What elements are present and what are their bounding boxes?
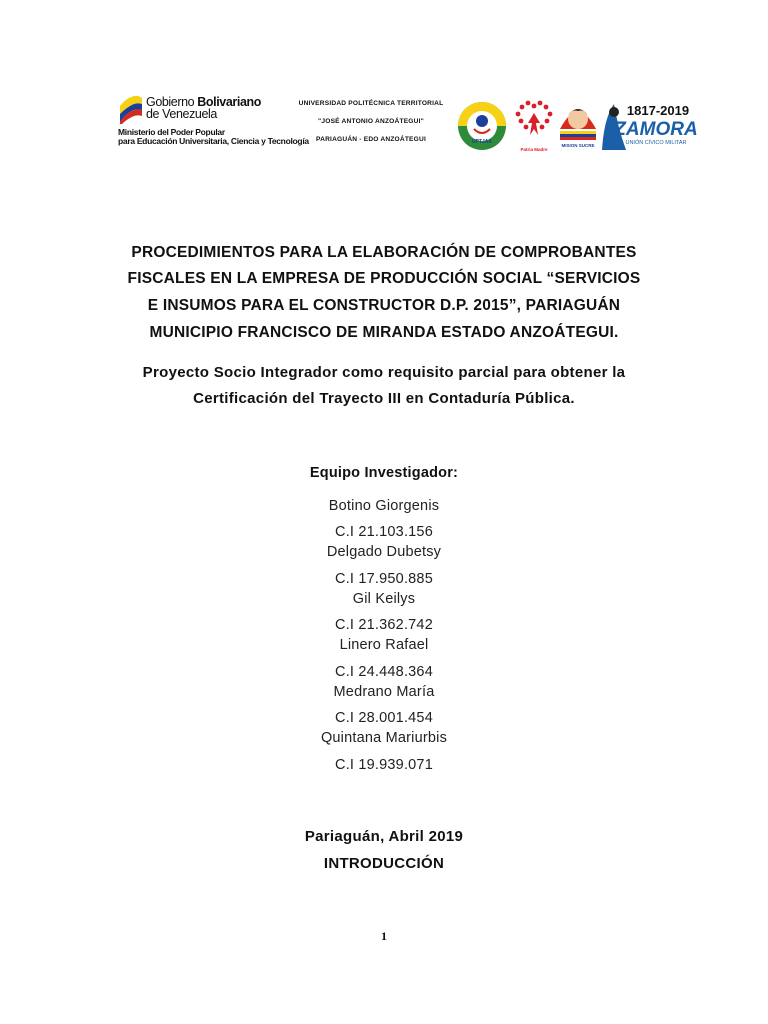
sucre-logo-text: MISION SUCRE bbox=[561, 143, 595, 148]
place-date: Pariaguán, Abril 2019 bbox=[304, 828, 464, 845]
member-name: Delgado Dubetsy bbox=[326, 544, 442, 560]
member-ci: C.I 24.448.364 bbox=[335, 664, 433, 680]
uptjaa-logo bbox=[456, 99, 508, 153]
venezuela-flag-icon bbox=[118, 92, 144, 124]
zamora-year: 1817-2019 bbox=[626, 103, 690, 118]
member-ci: C.I 17.950.885 bbox=[335, 571, 433, 587]
subtitle-line-2: Certificación del Trayecto III en Contaduría Pública. bbox=[193, 390, 575, 407]
gov-logo-line1: Gobierno Bolivariano bbox=[146, 95, 261, 109]
team-heading: Equipo Investigador: bbox=[309, 465, 459, 481]
title-line-4: MUNICIPIO FRANCISCO DE MIRANDA ESTADO ANZOÁTEGUI. bbox=[149, 324, 619, 341]
subtitle-line-1: Proyecto Socio Integrador como requisito parcial para obtener la bbox=[142, 364, 626, 381]
mision-sucre-logo bbox=[556, 99, 600, 153]
page-number: 1 bbox=[381, 929, 387, 943]
zamora-name: ZAMORA bbox=[614, 119, 698, 140]
ministry-line1: Ministerio del Poder Popular bbox=[118, 127, 225, 137]
university-location: PARIAGUÁN - EDO ANZOÁTEGUI bbox=[316, 136, 426, 143]
member-name: Gil Keilys bbox=[352, 591, 416, 607]
university-name: UNIVERSIDAD POLITÉCNICA TERRITORIAL bbox=[298, 100, 444, 107]
member-ci: C.I 19.939.071 bbox=[335, 757, 433, 773]
university-heading bbox=[290, 99, 452, 153]
zamora-logo bbox=[600, 98, 698, 154]
member-ci: C.I 21.103.156 bbox=[335, 524, 433, 540]
heart-logo-text: Patria Madre bbox=[520, 147, 548, 152]
member-ci: C.I 28.001.454 bbox=[335, 710, 433, 726]
member-name: Linero Rafael bbox=[339, 637, 429, 653]
patria-madre-logo bbox=[512, 99, 556, 155]
member-name: Botino Giorgenis bbox=[328, 498, 440, 514]
title-line-2: FISCALES EN LA EMPRESA DE PRODUCCIÓN SOCIAL “SERVICIOS bbox=[127, 270, 641, 287]
title-line-3: E INSUMOS PARA EL CONSTRUCTOR D.P. 2015”, PARIAGUÁN bbox=[147, 297, 621, 314]
uptjaa-text: UPTJAA bbox=[471, 139, 493, 145]
ministry-line2: para Educación Universitaria, Ciencia y Tecnología bbox=[118, 136, 309, 146]
title-line-1: PROCEDIMIENTOS PARA LA ELABORACIÓN DE COMPROBANTES bbox=[131, 244, 637, 261]
member-name: Quintana Mariurbis bbox=[320, 730, 448, 746]
introduccion-heading: INTRODUCCIÓN bbox=[323, 855, 445, 872]
zamora-tagline: UNIÓN CÍVICO MILITAR bbox=[625, 140, 687, 146]
university-namesake: "JOSÉ ANTONIO ANZOÁTEGUI" bbox=[318, 118, 424, 125]
member-ci: C.I 21.362.742 bbox=[335, 617, 433, 633]
member-name: Medrano María bbox=[333, 684, 435, 700]
gov-logo-line2: de Venezuela bbox=[146, 107, 217, 121]
gobierno-bolivariano-logo bbox=[118, 92, 309, 148]
